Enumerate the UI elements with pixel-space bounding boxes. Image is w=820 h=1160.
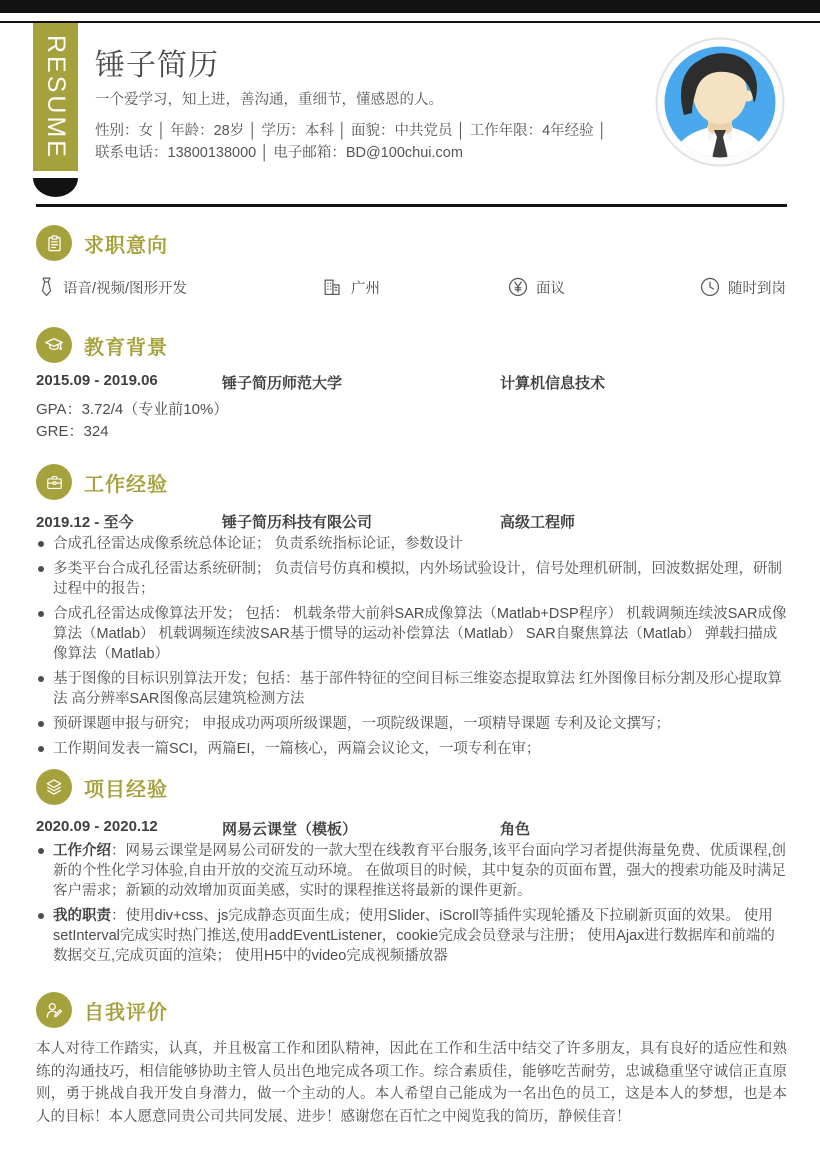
work-row: [36, 511, 787, 532]
clipboard-icon: [36, 225, 72, 261]
section-header-evaluation: [36, 992, 168, 1028]
project-bullet-label: 工作介绍: [53, 843, 111, 859]
section-title: 工作经验: [84, 473, 168, 496]
education-school: 锤子简历师范大学: [222, 375, 343, 392]
education-period: 2015.09 - 2019.06: [36, 372, 158, 389]
education-major: 计算机信息技术: [500, 375, 606, 392]
section-header-project: [36, 769, 168, 805]
section-title: 求职意向: [84, 234, 168, 257]
building-icon: [322, 278, 343, 297]
layers-icon: [36, 769, 72, 805]
project-bullet-text: ：使用div+css、js完成静态页面生成；使用Slider、iScroll等插件实现轮播及下拉刷新页面的效果。 使用setInterval完成实时热门推送,使用addEventListener，cookie完成会员登录与注册； 使用Ajax进行数据库和前端的数据交互,完成页面的渲染； 使用H5中的video完成视频播放器: [53, 908, 775, 964]
project-bullet-text: ：网易云课堂是网易公司研发的一款大型在线教育平台服务,该平台面向学习者提供海量免费、优质课程,创新的个性化学习体验,自由开放的交流互动环境。 在做项目的时候，其中复杂的页面布置，强大的搜索功能及时满足客户需求；新颖的动效增加页面美感，实时的课程推送将最新的课件更新。: [53, 843, 787, 899]
intention-item-salary: [508, 276, 565, 298]
work-bullet: 多类平台合成孔径雷达系统研制； 负责信号仿真和模拟，内外场试验设计，信号处理机研制，回波数据处理，研制过程中的报告；: [36, 559, 788, 599]
section-title: 自我评价: [84, 1001, 168, 1024]
section-header-intention: [36, 225, 168, 261]
project-bullet-label: 我的职责: [53, 908, 111, 924]
work-bullet: 基于图像的目标识别算法开发；包括：基于部件特征的空间目标三维姿态提取算法 红外图像目标分割及形心提取算法 高分辨率SAR图像高层建筑检测方法: [36, 669, 788, 709]
top-divider-line: [0, 21, 820, 23]
candidate-name: 锤子简历: [95, 49, 219, 82]
section-header-education: [36, 327, 168, 363]
project-role: 角色: [500, 821, 531, 838]
intention-label: 面议: [536, 280, 565, 297]
intention-label: 广州: [351, 280, 380, 297]
project-period: 2020.09 - 2020.12: [36, 818, 158, 835]
personal-info-line-1: 性别：女 │ 年龄：28岁 │ 学历：本科 │ 面貌：中共党员 │ 工作年限：4年经验 │: [95, 123, 607, 139]
work-bullet: 合成孔径雷达成像算法开发； 包括： 机载条带大前斜SAR成像算法（Matlab+DSP程序） 机载调频连续波SAR成像算法（Matlab） 机载调频连续波SAR基于惯导的运动补偿算法（Matlab） SAR自聚焦算法（Matlab） 弹载扫描成像算法（Matlab）: [36, 604, 788, 664]
intention-label: 语音/视频/图形开发: [63, 280, 188, 297]
project-name: 网易云课堂（模板）: [222, 821, 358, 838]
section-header-work: [36, 464, 168, 500]
header-divider: [36, 204, 787, 207]
intention-item-position: [38, 276, 187, 298]
intention-item-availability: [700, 276, 786, 298]
graduation-cap-icon: [36, 327, 72, 363]
person-pencil-icon: [36, 992, 72, 1028]
project-bullet: [36, 906, 788, 966]
yen-icon: [508, 277, 528, 297]
personal-info-line-2: 联系电话：13800138000 │ 电子邮箱：BD@100chui.com: [95, 145, 463, 161]
avatar: [654, 36, 786, 168]
resume-ribbon: RESUME: [33, 23, 78, 171]
work-bullet: 工作期间发表一篇SCI，两篇EI，一篇核心，两篇会议论文，一项专利在审；: [36, 739, 788, 759]
section-title: 教育背景: [84, 336, 168, 359]
project-row: [36, 818, 787, 839]
project-bullet-list: [36, 841, 788, 971]
section-title: 项目经验: [84, 778, 168, 801]
project-bullet: [36, 841, 788, 901]
self-evaluation-text: 本人对待工作踏实，认真，并且极富工作和团队精神，因此在工作和生活中结交了许多朋友，具有良好的适应性和熟练的沟通技巧，相信能够协助主管人员出色地完成各项工作。综合素质佳，能够吃苦耐劳，忠诚稳重坚守诚信正直原则，勇于挑战自我开发自身潜力，做一个主动的人。本人希望自己能成为一名出色的员工，这是本人的梦想，也是本人的目标！本人愿意同贵公司共同发展、进步！感谢您在百忙之中阅览我的简历，静候佳音！: [36, 1041, 787, 1125]
avatar-illustration: [654, 36, 786, 168]
work-period: 2019.12 - 至今: [36, 514, 134, 531]
work-bullet-list: [36, 534, 788, 764]
intention-label: 随时到岗: [728, 280, 786, 297]
education-row: [36, 372, 787, 393]
intention-item-city: [322, 276, 380, 298]
tie-icon: [38, 276, 55, 298]
education-gpa: GPA：3.72/4（专业前10%）: [36, 401, 229, 418]
work-company: 锤子简历科技有限公司: [222, 514, 373, 531]
tagline: 一个爱学习，知上进，善沟通，重细节，懂感恩的人。: [95, 92, 443, 108]
briefcase-icon: [36, 464, 72, 500]
education-gre: GRE：324: [36, 423, 109, 440]
clock-icon: [700, 277, 720, 297]
work-role: 高级工程师: [500, 514, 576, 531]
top-bar: [0, 0, 820, 13]
work-bullet: 合成孔径雷达成像系统总体论证； 负责系统指标论证，参数设计: [36, 534, 788, 554]
ribbon-tail: [33, 178, 78, 197]
work-bullet: 预研课题申报与研究； 申报成功两项所级课题，一项院级课题，一项精导课题 专利及论文撰写；: [36, 714, 788, 734]
